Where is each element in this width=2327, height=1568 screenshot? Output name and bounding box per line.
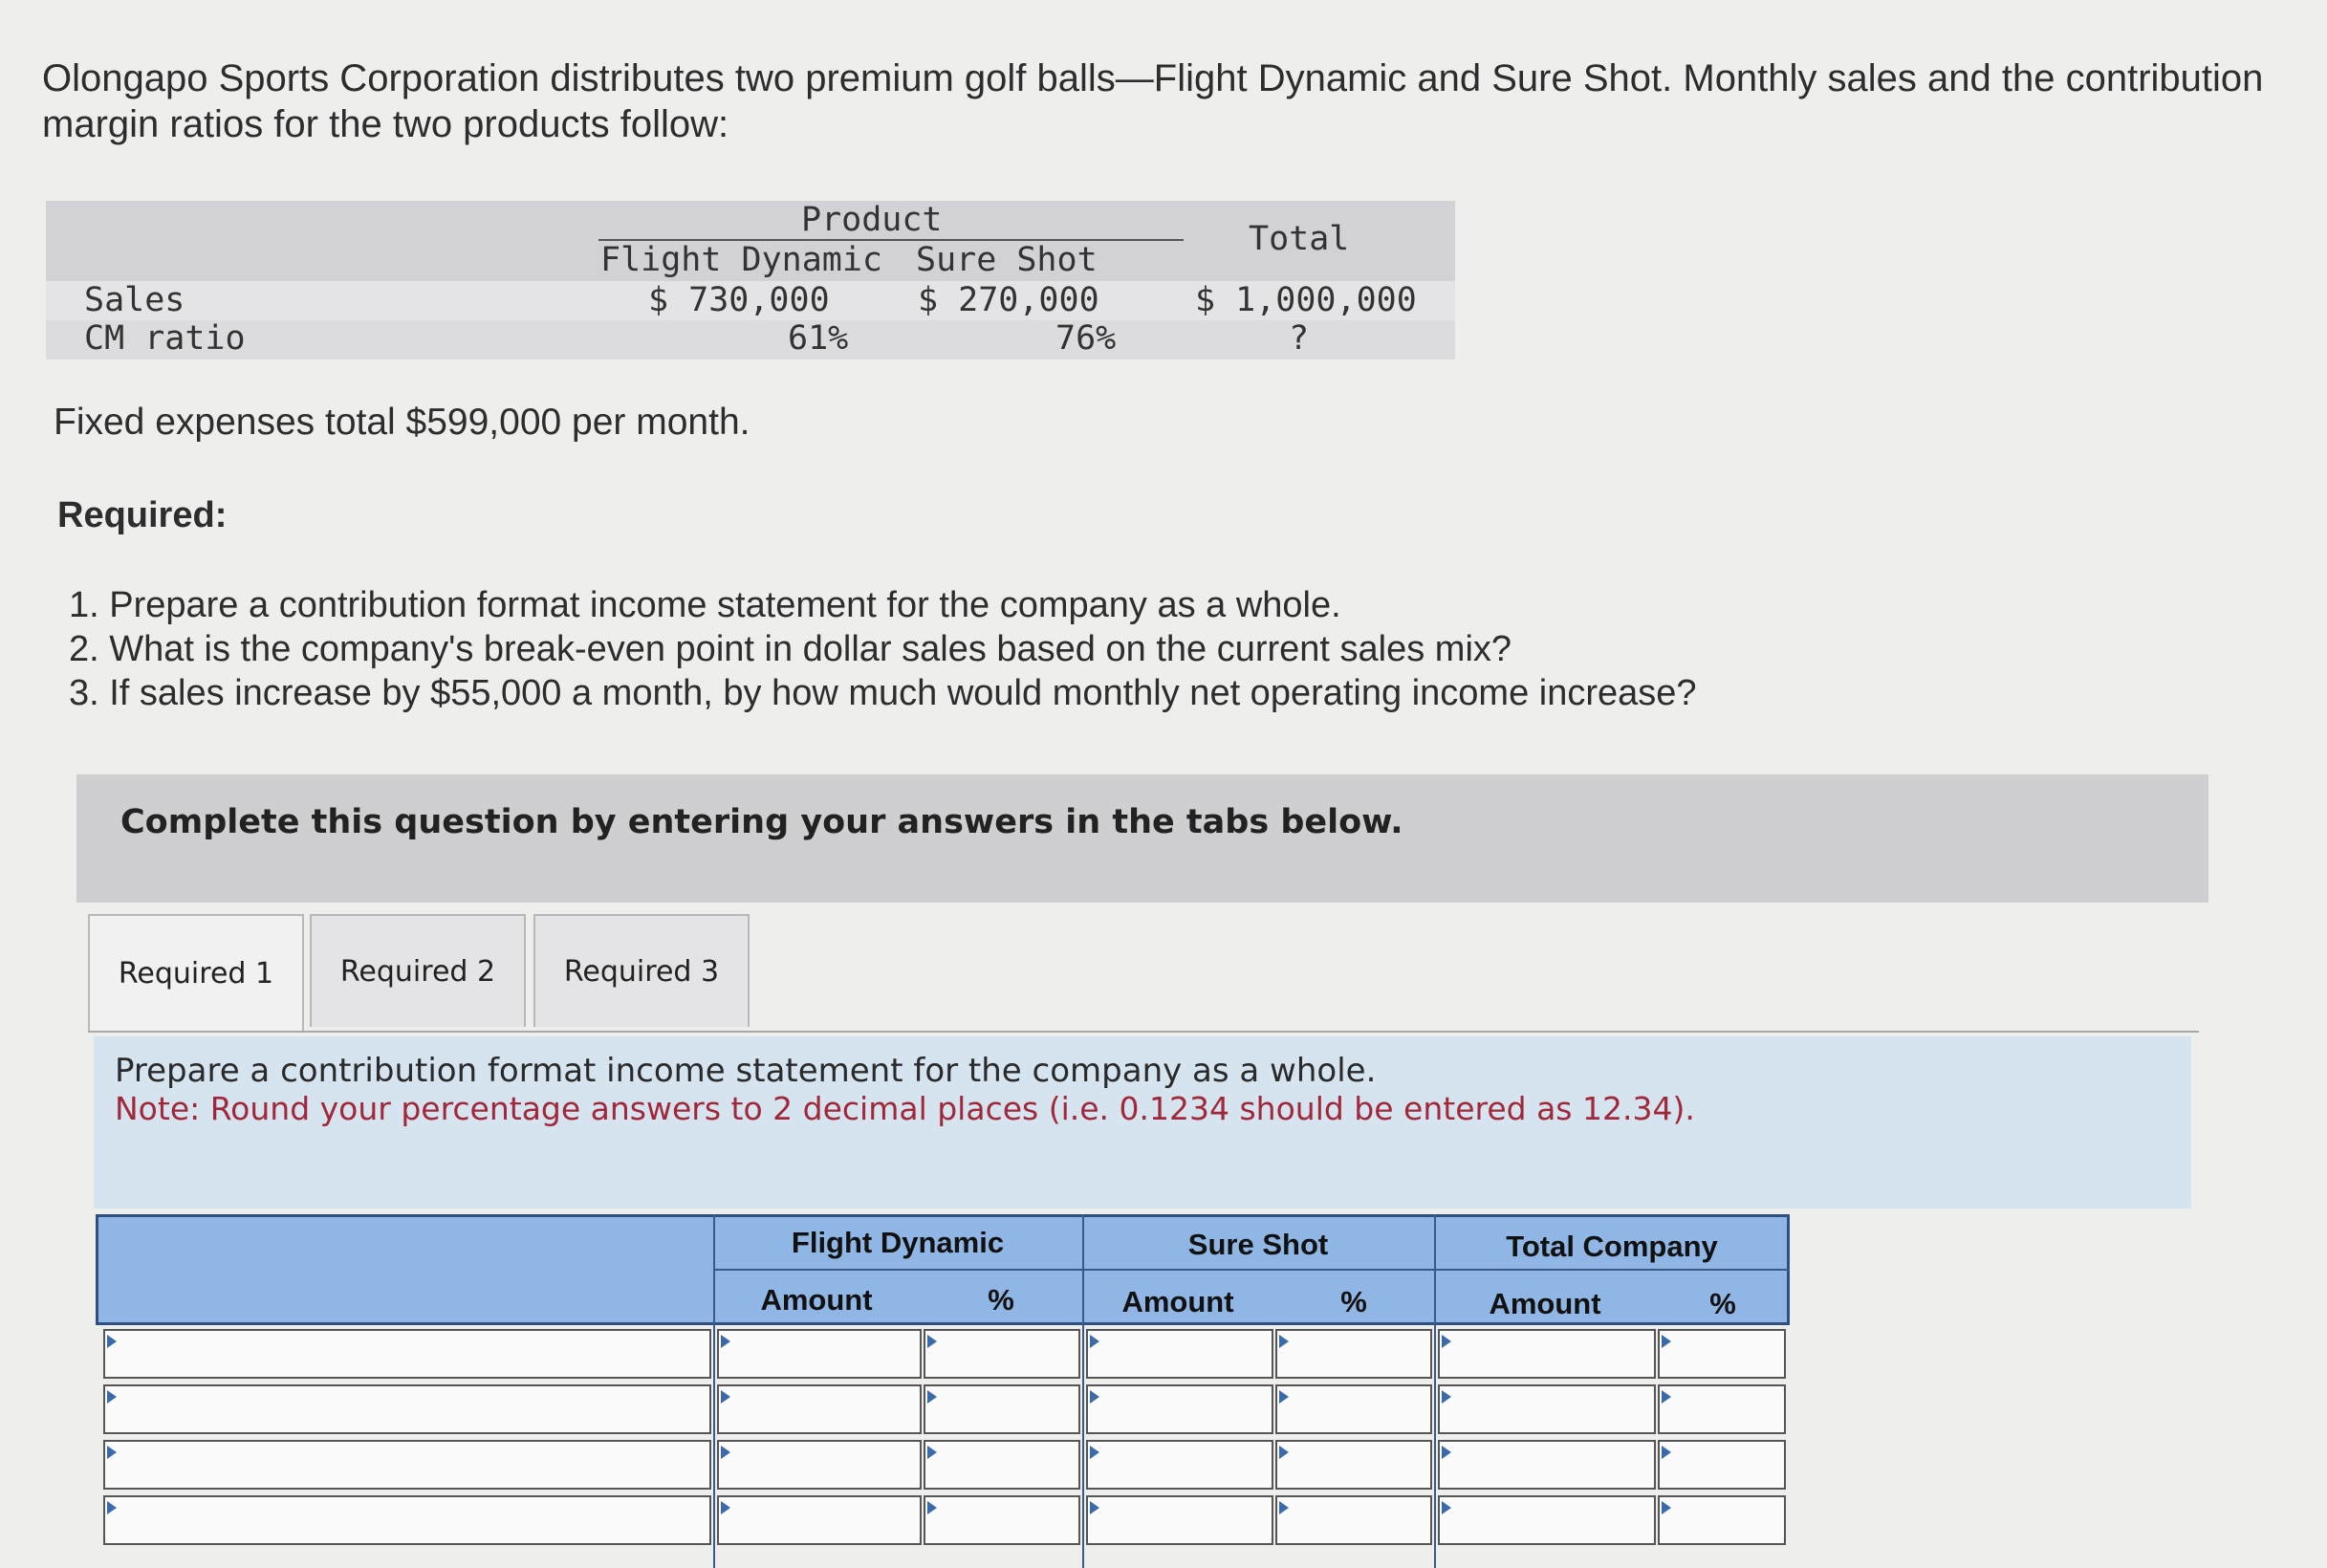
col-total: Total [1249,220,1350,258]
amount-input[interactable] [717,1329,922,1379]
required-item-1: 1. Prepare a contribution format income statement for the company as a whole. [69,585,1341,625]
percent-input[interactable] [924,1495,1080,1545]
table-row [96,1329,1790,1384]
amount-input[interactable] [1086,1329,1273,1379]
tab-divider [88,1031,2199,1033]
percent-input[interactable] [1275,1495,1432,1545]
amount-input[interactable] [1086,1495,1273,1545]
amount-input[interactable] [1438,1495,1656,1545]
group-sure-shot: Sure Shot [1187,1228,1329,1261]
percent-input[interactable] [1658,1440,1786,1490]
header-divider [713,1269,1790,1271]
given-cm-band [46,320,1455,359]
sales-sure: $ 270,000 [918,281,1099,319]
cm-flight: 61% [788,319,849,358]
sales-total: $ 1,000,000 [1195,281,1417,319]
sales-flight: $ 730,000 [648,281,830,319]
required-title: Required: [57,495,228,535]
amount-input[interactable] [717,1440,922,1490]
percent-input[interactable] [1275,1440,1432,1490]
row-sales-label: Sales [84,281,185,319]
amount-input[interactable] [1438,1440,1656,1490]
sub-percent: % [1340,1285,1367,1318]
amount-input[interactable] [1438,1329,1656,1379]
amount-input[interactable] [717,1495,922,1545]
sub-amount: Amount [1489,1287,1601,1320]
row-label-input[interactable] [103,1384,711,1434]
row-label-input[interactable] [103,1440,711,1490]
table-row [96,1384,1790,1440]
col-flight-dynamic: Flight Dynamic [600,241,883,279]
instruction-bar [76,774,2208,903]
row-cm-label: CM ratio [84,319,246,358]
income-statement-table [96,1214,1790,1568]
table-row [96,1440,1790,1495]
problem-intro: Olongapo Sports Corporation distributes two premium golf balls—Flight Dynamic and Sure Shot. Monthly sales and the contribution margin ratios for the two products follow: [42,57,2264,145]
sub-percent: % [988,1283,1014,1317]
percent-input[interactable] [1658,1329,1786,1379]
amount-input[interactable] [717,1384,922,1434]
given-data-table [46,201,1455,359]
instruction-text: Complete this question by entering your answers in the tabs below. [120,803,1403,841]
percent-input[interactable] [1658,1495,1786,1545]
percent-input[interactable] [924,1329,1080,1379]
table-row [96,1495,1790,1551]
required-item-2: 2. What is the company's break-even point in dollar sales based on the current sales mix? [69,629,1512,669]
amount-input[interactable] [1438,1384,1656,1434]
sub-amount: Amount [1121,1285,1234,1318]
percent-input[interactable] [1275,1384,1432,1434]
percent-input[interactable] [1658,1384,1786,1434]
fixed-expenses-text: Fixed expenses total $599,000 per month. [54,402,750,443]
tab-required-3[interactable]: Required 3 [533,914,750,1027]
sub-amount: Amount [760,1283,873,1317]
percent-input[interactable] [924,1384,1080,1434]
row-label-input[interactable] [103,1495,711,1545]
amount-input[interactable] [1086,1440,1273,1490]
percent-input[interactable] [1275,1329,1432,1379]
question-panel [94,1036,2191,1209]
percent-input[interactable] [924,1440,1080,1490]
panel-prompt: Prepare a contribution format income statement for the company as a whole. [115,1052,1377,1090]
row-label-input[interactable] [103,1329,711,1379]
group-flight-dynamic: Flight Dynamic [791,1226,1005,1259]
sub-percent: % [1709,1287,1736,1320]
product-header: Product [801,201,943,239]
col-sure-shot: Sure Shot [916,241,1098,279]
required-list [69,583,1697,715]
cm-sure: 76% [1055,319,1117,358]
panel-note: Note: Round your percentage answers to 2 decimal places (i.e. 0.1234 should be entered as 12.34). [115,1090,1695,1127]
amount-input[interactable] [1086,1384,1273,1434]
group-total-company: Total Company [1506,1230,1718,1263]
cm-total: ? [1289,319,1310,358]
required-item-3: 3. If sales increase by $55,000 a month, by how much would monthly net operating income increase? [69,673,1697,713]
tab-required-2[interactable]: Required 2 [310,914,526,1027]
tab-required-1[interactable]: Required 1 [88,914,304,1031]
